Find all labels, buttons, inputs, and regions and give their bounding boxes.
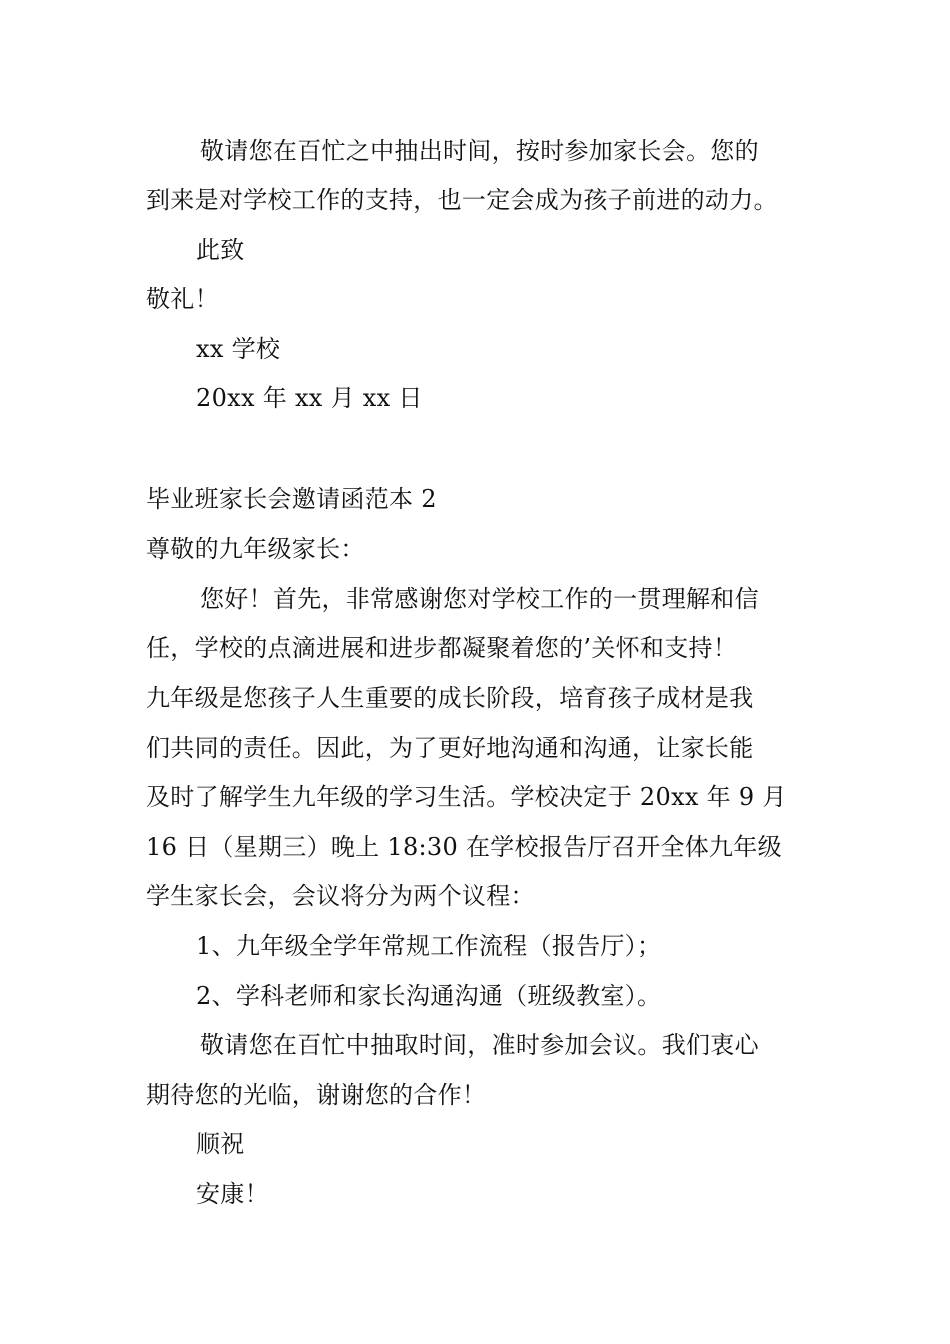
letter1-closing-line-1: 敬请您在百忙之中抽出时间，按时参加家长会。您的 xyxy=(200,137,759,165)
letter2-body-line-4: 们共同的责任。因此，为了更好地沟通和沟通，让家长能 xyxy=(146,734,754,762)
letter1-signature: xx 学校 xyxy=(196,335,281,363)
letter2-body-line-7: 学生家长会，会议将分为两个议程： xyxy=(146,882,535,910)
letter1-date: 20xx 年 xx 月 xx 日 xyxy=(196,384,423,412)
letter2-body-line-5: 及时了解学生九年级的学习生活。学校决定于 20xx 年 9 月 xyxy=(146,783,787,811)
letter2-agenda-item-1: 1、九年级全学年常规工作流程（报告厅）； xyxy=(196,932,662,960)
letter2-title: 毕业班家长会邀请函范本 2 xyxy=(146,485,437,513)
letter2-salutation: 顺祝 xyxy=(196,1130,245,1158)
letter2-agenda-item-2: 2、学科老师和家长沟通沟通（班级教室）。 xyxy=(196,982,662,1010)
letter2-body-line-6: 16 日（星期三）晚上 18:30 在学校报告厅召开全体九年级 xyxy=(146,833,782,861)
letter2-body-line-1: 您好！首先，非常感谢您对学校工作的一贯理解和信 xyxy=(200,585,759,613)
letter2-body-line-3: 九年级是您孩子人生重要的成长阶段，培育孩子成材是我 xyxy=(146,684,754,712)
letter2-greeting: 尊敬的九年级家长： xyxy=(146,535,365,563)
letter1-regards: 敬礼！ xyxy=(146,285,219,313)
letter1-closing-line-2: 到来是对学校工作的支持，也一定会成为孩子前进的动力。 xyxy=(146,186,778,214)
letter1-salutation: 此致 xyxy=(196,236,245,264)
letter2-body-line-2: 任，学校的点滴进展和进步都凝聚着您的’关怀和支持！ xyxy=(146,634,738,662)
letter2-closing-line-2: 期待您的光临，谢谢您的合作！ xyxy=(146,1081,487,1109)
letter2-regards: 安康！ xyxy=(196,1180,269,1208)
letter2-closing-line-1: 敬请您在百忙中抽取时间，准时参加会议。我们衷心 xyxy=(200,1031,759,1059)
